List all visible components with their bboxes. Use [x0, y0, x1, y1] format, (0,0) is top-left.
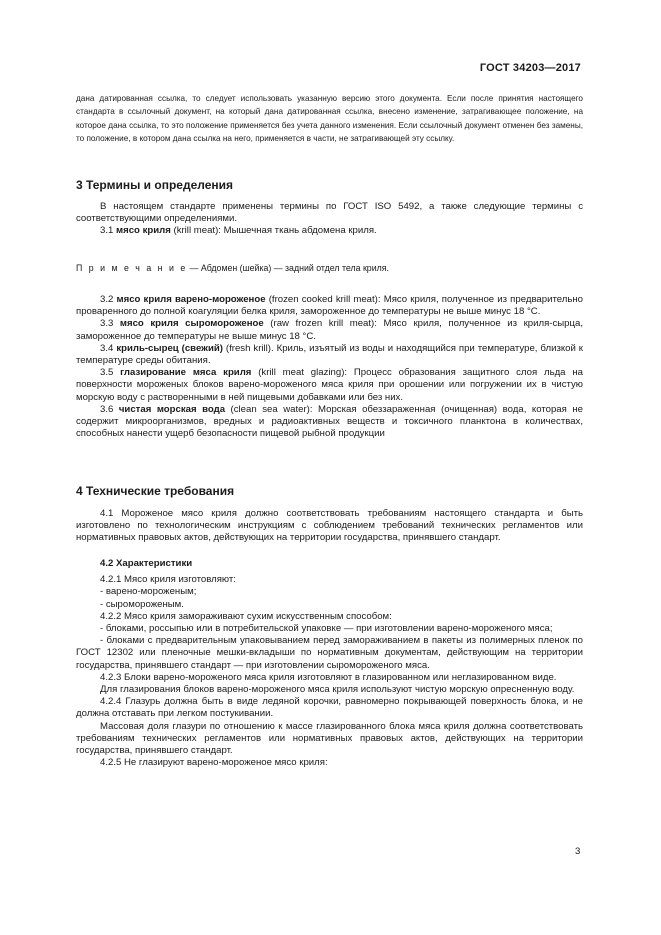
page-number: 3 — [575, 846, 581, 857]
list-item: - сыромороженым. — [100, 598, 184, 610]
clause-4-2-2: 4.2.2 Мясо криля замораживают сухим искусственным способом: — [100, 610, 392, 622]
term-3-6: 3.6 чистая морская вода (clean sea water): Морская обеззараженная (очищенная) вода, которая не содержит микроорганизмов, вредных и радиоактивных веществ и токсичного планктона в количествах, способных нанести ущерб безопасности пищевой рыбной продукции — [76, 403, 583, 440]
standard-code: ГОСТ 34203—2017 — [479, 62, 581, 74]
clause-4-2-5: 4.2.5 Не глазируют варено-мороженое мясо криля: — [100, 757, 328, 769]
section-4-body — [76, 508, 583, 545]
note-label: П р и м е ч а н и е — [76, 263, 188, 273]
clause-4-2-4: 4.2.4 Глазурь должна быть в виде ледяной корочки, равномерно покрывающей поверхность блока, и не должна отставать при легком постукивании. — [76, 696, 583, 720]
section-3-heading: 3 Термины и определения — [76, 178, 234, 192]
intro-paragraph: дана датированная ссылка, то следует использовать указанную версию этого документа. Если после принятия настоящего стандарта в ссылочный документ, на который дана датированная ссылка, внесено изменение, затрагивающее положение, на которое дана ссылка, то это положение применяется без учета данного изменения. Если ссылочный документ отменен без замены, то положение, в котором дана ссылка на него, применяется в части, не затрагивающей эту ссылку. — [76, 94, 583, 144]
note — [76, 262, 583, 274]
section-4-2 — [76, 558, 583, 769]
clause-4-2-4-b: Массовая доля глазури по отношению к массе глазированного блока мяса криля должна соответствовать требованиям технических регламентов или нормативных правовых актов, действующих на территории государства, принявшего стандарт. — [76, 720, 583, 757]
list-item: - блоками с предварительным упаковыванием перед замораживанием в пакеты из полимерных пленок по ГОСТ 12302 или пленочные мешки-вкладыши по нормативным документам, действующим на территории государства, принявшего стандарт — при изготовлении сыромороженого мяса. — [76, 635, 583, 671]
clause-4-2-1: 4.2.1 Мясо криля изготовляют: — [100, 574, 236, 586]
section-3-terms — [76, 294, 583, 440]
term-3-1: 3.1 мясо криля (krill meat): Мышечная ткань абдомена криля. — [100, 225, 377, 237]
note-text: — Абдомен (шейка) — задний отдел тела криля. — [187, 263, 389, 273]
section-4-heading: 4 Технические требования — [76, 484, 235, 498]
section-3-intro: В настоящем стандарте применены термины по ГОСТ ISO 5492, а также следующие термины с соответствующими определениями. — [76, 201, 583, 225]
subsection-4-2-heading: 4.2 Характеристики — [100, 558, 193, 569]
term-3-4: 3.4 криль-сырец (свежий) (fresh krill). Криль, изъятый из воды и находящийся при температуре, близкой к температуре среды обитания. — [76, 342, 583, 367]
clause-4-2-3-b: Для глазирования блоков варено-мороженого мяса криля используют чистую морскую опресненную воду. — [100, 684, 575, 696]
term-3-3: 3.3 мясо криля сыромороженое (raw frozen krill meat): Мясо криля, полученное из криля-сырца, замороженное до температуры не выше минус 18 °С. — [76, 318, 583, 342]
list-item: - блоками, россыпью или в потребительской упаковке — при изготовлении варено-мороженого мяса; — [100, 623, 553, 635]
term-3-2: 3.2 мясо криля варено-мороженое (frozen cooked krill meat): Мясо криля, полученное из предварительно проваренного до полной коагуляции белка криля, замороженное до температуры не выше минус 18 °С. — [76, 294, 583, 318]
list-item: - варено-мороженым; — [100, 586, 197, 598]
clause-4-1: 4.1 Мороженое мясо криля должно соответствовать требованиям настоящего стандарта и быть изготовлено по технологическим инструкциям с соблюдением требований технических регламентов или нормативных правовых актов, действующих на территории государства, принявшего стандарт. — [76, 508, 583, 544]
section-3-body — [76, 201, 583, 238]
clause-4-2-3: 4.2.3 Блоки варено-мороженого мяса криля изготовляют в глазированном или неглазированном виде. — [100, 671, 557, 683]
term-3-5: 3.5 глазирование мяса криля (krill meat glazing): Процесс образования защитного слоя льда на поверхности мороженых блоков варено-мороженого мяса криля при орошении или погружении их в чистую морскую воду с растворенными в ней пищевыми добавками или без них. — [76, 367, 583, 403]
